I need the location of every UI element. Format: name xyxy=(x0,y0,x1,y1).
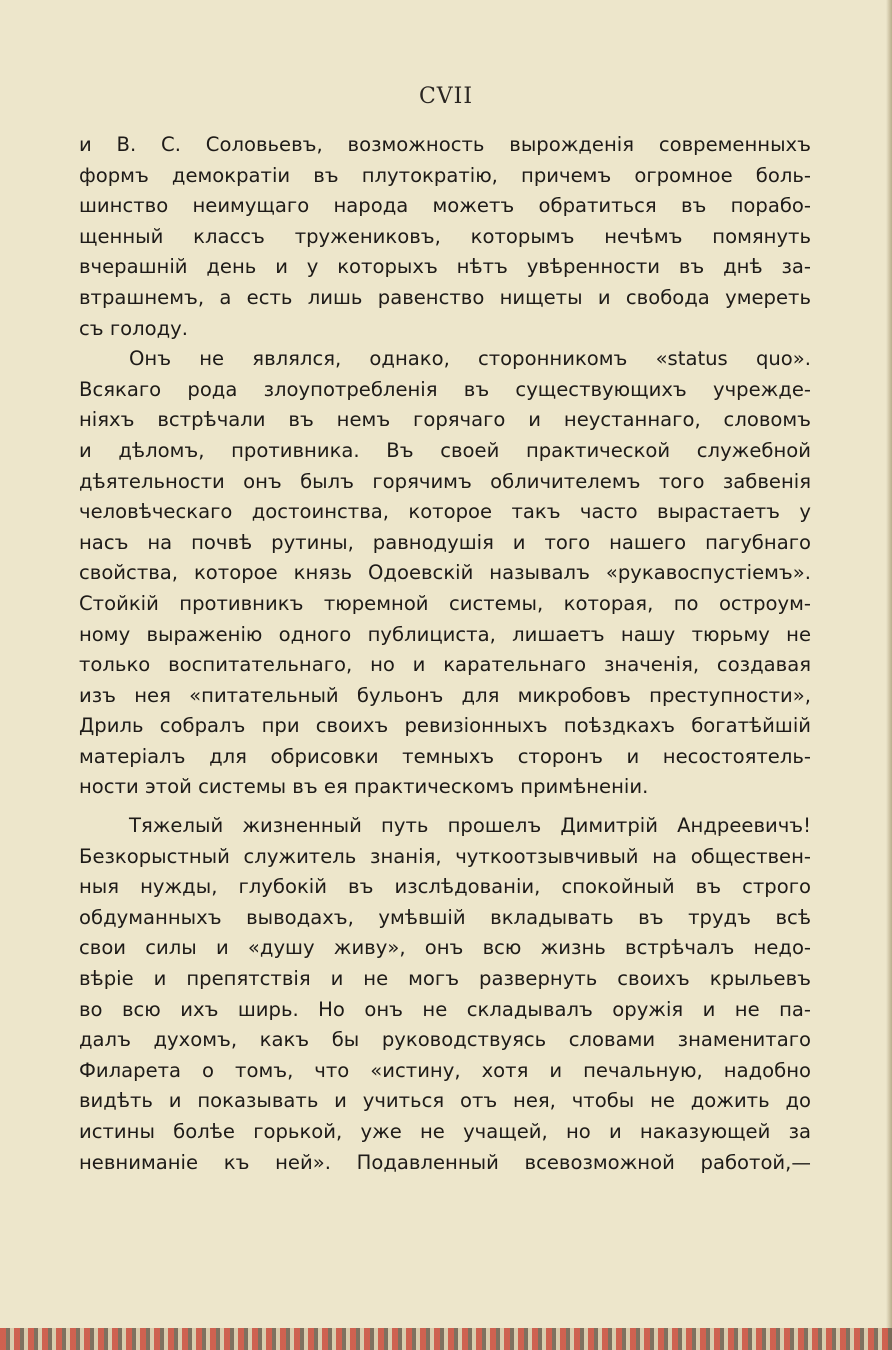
page-number: CVII xyxy=(418,84,474,109)
text-line: ности этой системы въ ея практическомъ примѣненіи. xyxy=(79,775,649,799)
text-line: Онъ не являлся, однако, сторонникомъ «status quo». xyxy=(129,347,811,371)
text-line: свои силы и «душу живу», онъ всю жизнь встрѣчалъ недо- xyxy=(79,936,811,960)
page-edge-shadow xyxy=(886,0,892,1350)
text-line: формъ демократіи въ плутократію, причемъ огромное боль- xyxy=(79,163,811,187)
text-line: обдуманныхъ выводахъ, умѣвшій вкладывать въ трудъ всѣ xyxy=(79,905,811,929)
text-line: вчерашній день и у которыхъ нѣтъ увѣренности въ днѣ за- xyxy=(79,255,811,279)
text-line: Филарета о томъ, что «истину, хотя и печальную, надобно xyxy=(79,1058,811,1082)
text-line: Тяжелый жизненный путь прошелъ Димитрій Андреевичъ! xyxy=(129,814,811,838)
text-line: насъ на почвѣ рутины, равнодушія и того нашего пагубнаго xyxy=(79,530,811,554)
text-line: изъ нея «питательный бульонъ для микробовъ преступности», xyxy=(79,683,811,707)
text-line: дѣятельности онъ былъ горячимъ обличителемъ того забвенія xyxy=(79,469,811,493)
text-line: далъ духомъ, какъ бы руководствуясь словами знаменитаго xyxy=(79,1028,811,1052)
paragraph-gap xyxy=(79,803,811,811)
text-line: Всякаго рода злоупотребленія въ существующихъ учрежде- xyxy=(79,377,811,401)
text-line: ныя нужды, глубокій въ изслѣдованіи, спокойный въ строго xyxy=(79,875,811,899)
text-line: невниманіе къ ней». Подавленный всевозможной работой,— xyxy=(79,1150,811,1174)
text-line: и дѣломъ, противника. Въ своей практической служебной xyxy=(79,438,811,462)
text-line: Безкорыстный служитель знанія, чуткоотзывчивый на обществен- xyxy=(79,844,811,868)
book-bottom-edge xyxy=(0,1328,892,1350)
text-line: матеріалъ для обрисовки темныхъ сторонъ и несостоятель- xyxy=(79,744,811,768)
text-line: шинство неимущаго народа можетъ обратиться въ порабо- xyxy=(79,194,811,218)
body-text xyxy=(79,130,811,1178)
text-line: Дриль собралъ при своихъ ревизіонныхъ поѣздкахъ богатѣйшій xyxy=(79,714,811,738)
text-line: втрашнемъ, а есть лишь равенство нищеты и свобода умереть xyxy=(79,285,811,309)
text-line: видѣть и показывать и учиться отъ нея, чтобы не дожить до xyxy=(79,1089,811,1113)
text-line: истины болѣе горькой, уже не учащей, но и наказующей за xyxy=(79,1120,811,1143)
text-line: и В. С. Соловьевъ, возможность вырожденія современныхъ xyxy=(79,133,811,156)
text-line: Стойкій противникъ тюремной системы, которая, по остроум- xyxy=(79,591,811,615)
text-line: вѣріе и препятствія и не могъ развернуть своихъ крыльевъ xyxy=(79,967,811,991)
text-line: свойства, которое князь Одоевскій называлъ «рукавоспустіемъ». xyxy=(79,561,811,585)
text-line: только воспитательнаго, но и карательнаго значенія, создавая xyxy=(79,653,811,677)
text-line: ному выраженію одного публициста, лишаетъ нашу тюрьму не xyxy=(79,622,811,646)
text-line: ніяхъ встрѣчали въ немъ горячаго и неустаннаго, словомъ xyxy=(79,408,811,432)
text-line: человѣческаго достоинства, которое такъ часто вырастаетъ у xyxy=(79,500,811,524)
text-line: во всю ихъ ширь. Но онъ не складывалъ оружія и не па- xyxy=(79,997,811,1021)
text-line: съ голоду. xyxy=(79,316,189,340)
text-line: щенный классъ тружениковъ, которымъ нечѣмъ помянуть xyxy=(79,224,811,248)
